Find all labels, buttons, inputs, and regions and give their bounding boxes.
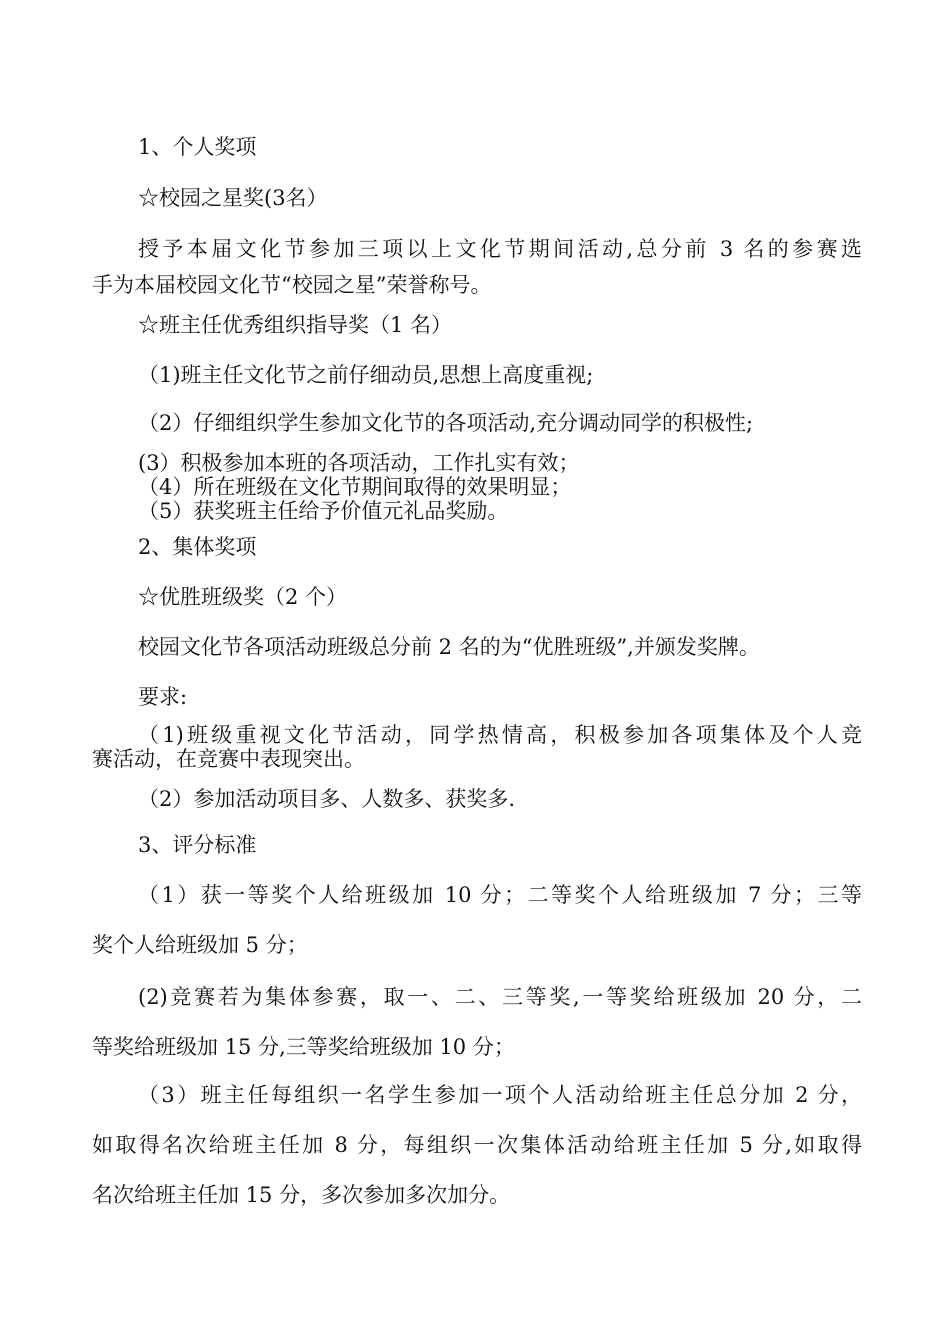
scoring-rule-2-line1: (2)竞赛若为集体参赛，取一、二、三等奖,一等奖给班级加 20 分，二 [138,985,862,1009]
scoring-rule-3-line2: 如取得名次给班主任加 8 分，每组织一次集体活动给班主任加 5 分,如取得 [92,1133,862,1157]
requirement-1-line1: （1)班级重视文化节活动，同学热情高，积极参加各项集体及个人竞 [138,723,862,747]
star-award-desc-line1: 授予本届文化节参加三项以上文化节期间活动,总分前 3 名的参赛选 [138,237,862,261]
scoring-rule-1-line2: 奖个人给班级加 5 分； [92,933,308,957]
scoring-rule-2-line2: 等奖给班级加 15 分,三等奖给班级加 10 分； [92,1035,515,1059]
requirement-2: （2）参加活动项目多、人数多、获奖多. [138,787,516,811]
teacher-award-item-1: （1)班主任文化节之前仔细动员,思想上高度重视; [138,363,594,387]
section-heading-collective: 2、集体奖项 [138,535,257,559]
teacher-award-title: ☆班主任优秀组织指导奖（1 名） [138,313,453,337]
requirement-1-line2: 赛活动，在竞赛中表现突出。 [92,747,365,771]
section-heading-scoring: 3、评分标准 [138,833,257,857]
star-award-desc-line2: 手为本届校园文化节“校园之星”荣誉称号。 [92,273,492,297]
star-award-title: ☆校园之星奖(3名） [138,186,328,210]
scoring-rule-3-line1: （3）班主任每组织一名学生参加一项个人活动给班主任总分加 2 分， [138,1083,862,1107]
class-award-desc: 校园文化节各项活动班级总分前 2 名的为“优胜班级”,并颁发奖牌。 [138,635,760,659]
scoring-rule-1-line1: （1）获一等奖个人给班级加 10 分；二等奖个人给班级加 7 分；三等 [138,883,862,907]
teacher-award-item-5: （5）获奖班主任给予价值元礼品奖励。 [138,499,509,523]
teacher-award-item-4: （4）所在班级在文化节期间取得的效果明显； [138,475,572,499]
section-heading-individual: 1、个人奖项 [138,135,257,159]
teacher-award-item-2: （2）仔细组织学生参加文化节的各项活动,充分调动同学的积极性; [138,411,754,435]
requirements-label: 要求: [138,685,188,709]
class-award-title: ☆优胜班级奖（2 个） [138,585,348,609]
scoring-rule-3-line3: 名次给班主任加 15 分，多次参加多次加分。 [92,1183,511,1207]
teacher-award-item-3: (3）积极参加本班的各项活动，工作扎实有效； [138,451,580,475]
